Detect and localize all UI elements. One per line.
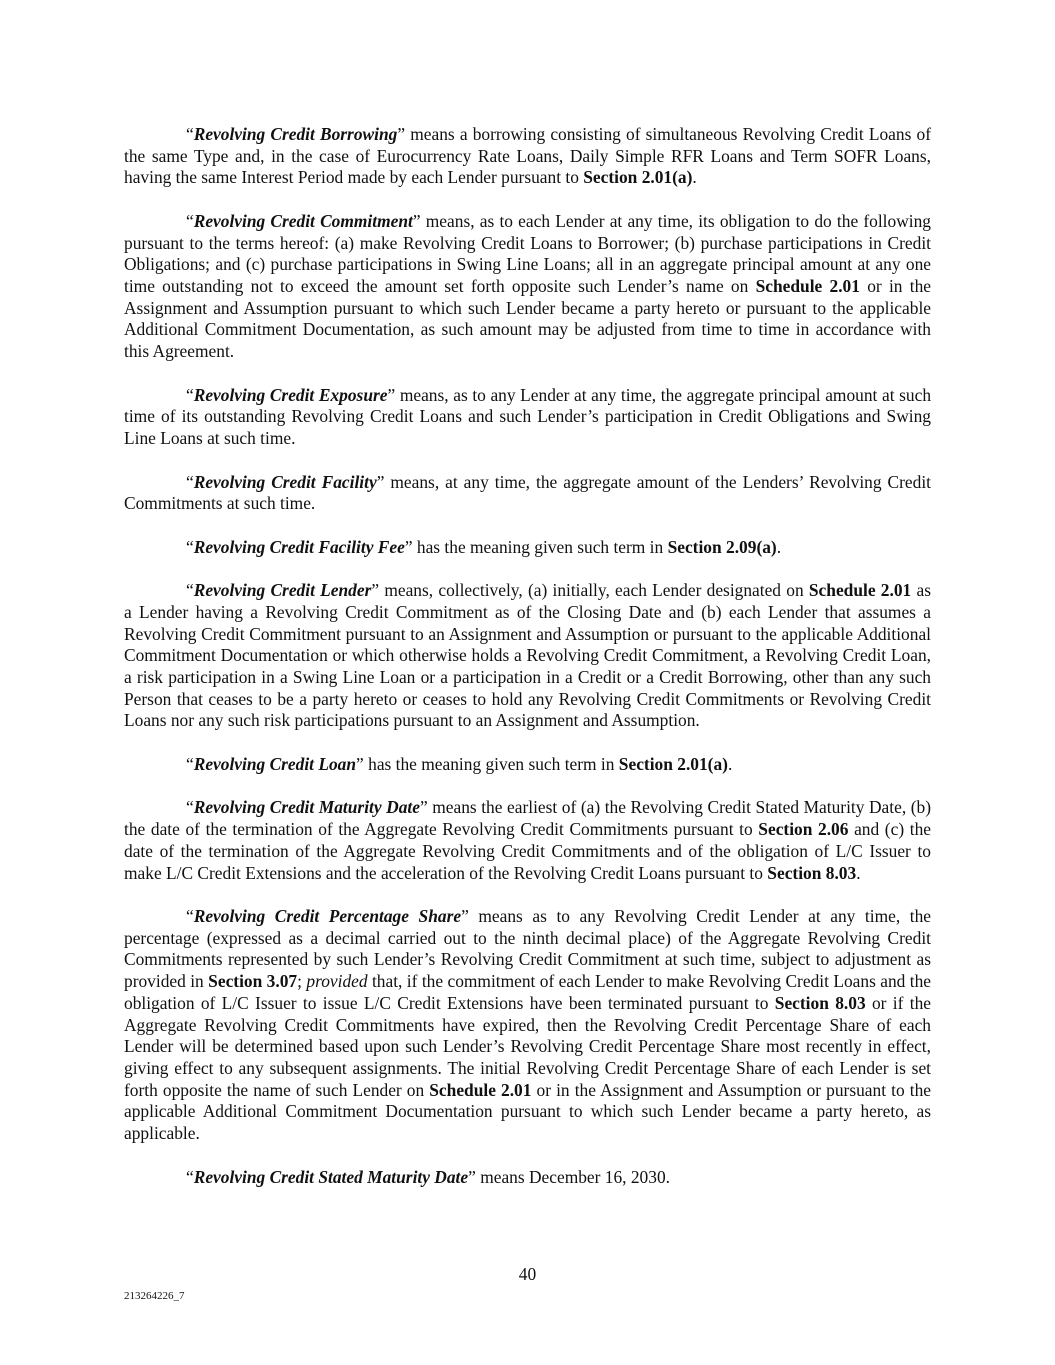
cross-reference: Schedule 2.01 — [429, 1079, 532, 1100]
cross-reference: Schedule 2.01 — [808, 580, 912, 601]
definition-paragraph: “Revolving Credit Facility Fee” has the meaning given such term in Section 2.09(a). — [186, 536, 782, 557]
cross-reference: Section 3.07 — [208, 971, 298, 992]
definition-paragraph: “Revolving Credit Borrowing” means a borrowing consisting of simultaneous Revolving Credit Loans of the same Type and, in the case of Eurocurrency Rate Loans, Daily Simple RFR Loans and Term SOFR Loans, having the same Interest Period made by each Lender pursuant to Section 2.01(a). — [124, 124, 932, 188]
definition-text: means, as to any Lender at any time, the aggregate principal amount at such time of its outstanding Revolving Credit Loans and such Lender’s participation in Credit Obligations and Swing Line Loans at such time. — [124, 384, 932, 449]
defined-term: Revolving Credit Percentage Share — [193, 906, 462, 927]
definitions-list — [124, 124, 931, 1188]
definition-paragraph: “Revolving Credit Lender” means, collectively, (a) initially, each Lender designated on Schedule 2.01 as a Lender having a Revolving Credit Commitment as of the Closing Date and (b) each Lender that assumes a Revolving Credit Commitment pursuant to an Assignment and Assumption or pursuant to the applicable Additional Commitment Documentation or which otherwise holds a Revolving Credit Commitment, a Revolving Credit Loan, a risk participation in a Swing Line Loan or a participation in a Credit or a Credit Borrowing, other than any such Person that ceases to be a party hereto or ceases to hold any Revolving Credit Commitments or Revolving Credit Loans nor any such risk participations pursuant to an Assignment and Assumption. — [124, 580, 931, 731]
definition-text: . — [727, 753, 733, 774]
definition-text: means the earliest of (a) the Revolving Credit Stated Maturity Date, (b) the date of the termination of the Aggregate Revolving Credit Commitments pursuant to — [124, 797, 931, 840]
definition-text: means, collectively, (a) initially, each Lender designated on — [379, 580, 809, 601]
definition-text: or in the Assignment and Assumption pursuant to which such Lender became a party hereto or pursuant to the applicable Additional Commitment Documentation, as such amount may be adjusted from time to time in accordance with this Agreement. — [124, 276, 931, 362]
definition-text: means December 16, 2030. — [475, 1166, 670, 1187]
defined-term: Revolving Credit Commitment — [193, 210, 413, 231]
document-id: 213264226_7 — [124, 1290, 185, 1302]
defined-term: Revolving Credit Stated Maturity Date — [193, 1166, 469, 1187]
definition-text: . — [856, 862, 861, 883]
definition-paragraph: “Revolving Credit Exposure” means, as to any Lender at any time, the aggregate principal amount at such time of its outstanding Revolving Credit Loans and such Lender’s participation in Credit Obligations and Swing Line Loans at such time. — [124, 384, 932, 449]
definition-paragraph: “Revolving Credit Maturity Date” means the earliest of (a) the Revolving Credit Stated Maturity Date, (b) the date of the termination of the Aggregate Revolving Credit Commitments pursuant to Section 2.06 and (c) the date of the termination of the Aggregate Revolving Credit Commitments and of the obligation of L/C Issuer to make L/C Credit Extensions and the acceleration of the Revolving Credit Loans pursuant to Section 8.03. — [124, 797, 931, 883]
page-number: 40 — [518, 1264, 537, 1284]
definition-text: as a Lender having a Revolving Credit Commitment as of the Closing Date and (b) each Lender that assumes a Revolving Credit Commitment pursuant to an Assignment and Assumption or pursuant to the applicable Additional Commitment Documentation or which otherwise holds a Revolving Credit Commitment, a Revolving Credit Loan, a risk participation in a Swing Line Loan or a participation in a Credit or a Credit Borrowing, other than any such Person that ceases to be a party hereto or ceases to hold any Revolving Credit Commitments or Revolving Credit Loans nor any such risk participations pursuant to an Assignment and Assumption. — [124, 580, 931, 731]
definition-paragraph: “Revolving Credit Commitment” means, as to each Lender at any time, its obligation to do the following pursuant to the terms hereof: (a) make Revolving Credit Loans to Borrower; (b) purchase participations in Credit Obligations; and (c) purchase participations in Swing Line Loans; all in an aggregate principal amount at any one time outstanding not to exceed the amount set forth opposite such Lender’s name on Schedule 2.01 or in the Assignment and Assumption pursuant to which such Lender became a party hereto or pursuant to the applicable Additional Commitment Documentation, as such amount may be adjusted from time to time in accordance with this Agreement. — [124, 210, 931, 362]
defined-term: Revolving Credit Lender — [193, 580, 372, 601]
cross-reference: Section 8.03 — [774, 992, 866, 1013]
definition-text: and (c) the date of the termination of the Aggregate Revolving Credit Commitments and of the obligation of L/C Issuer to make L/C Credit Extensions and the acceleration of the Revolving Credit Loans pursuant to — [124, 819, 931, 883]
emphasis-text: provided — [306, 971, 368, 992]
defined-term: Revolving Credit Borrowing — [193, 124, 398, 144]
cross-reference: Section 2.06 — [758, 819, 849, 840]
document-body — [124, 124, 931, 1210]
definition-text: ; — [297, 971, 307, 992]
cross-reference: Section 2.01(a) — [583, 167, 693, 188]
definition-paragraph: “Revolving Credit Stated Maturity Date” means December 16, 2030. — [186, 1166, 670, 1187]
defined-term: Revolving Credit Loan — [193, 753, 357, 774]
cross-reference: Section 2.09(a) — [667, 536, 777, 557]
definition-text: or if the Aggregate Revolving Credit Commitments have expired, then the Revolving Credit Percentage Share of each Lender will be determined based upon such Lender’s Revolving Credit Percentage Share most recently in effect, giving effect to any subsequent assignments. The initial Revolving Credit Percentage Share of each Lender is set forth opposite the name of such Lender on — [124, 992, 931, 1100]
definition-text: has the meaning given such term in — [363, 753, 619, 774]
definition-paragraph: “Revolving Credit Loan” has the meaning given such term in Section 2.01(a). — [186, 753, 733, 774]
cross-reference: Section 2.01(a) — [618, 753, 728, 774]
definition-text: . — [692, 167, 697, 188]
cross-reference: Schedule 2.01 — [755, 276, 860, 297]
definition-text: has the meaning given such term in — [412, 536, 668, 557]
definition-text: means, at any time, the aggregate amount of the Lenders’ Revolving Credit Commitments at such time. — [124, 471, 932, 514]
defined-term: Revolving Credit Facility Fee — [193, 536, 405, 557]
definition-text: or in the Assignment and Assumption or pursuant to the applicable Additional Commitment Documentation pursuant to which such Lender became a party hereto, as applicable. — [124, 1079, 931, 1144]
definition-text: means, as to each Lender at any time, its obligation to do the following pursuant to the terms hereof: (a) make Revolving Credit Loans to Borrower; (b) purchase participations in Credit Obligations; and (c) purchase participations in Swing Line Loans; all in an aggregate principal amount at any one time outstanding not to exceed the amount set forth opposite such Lender’s name on — [124, 210, 931, 297]
defined-term: Revolving Credit Facility — [193, 471, 377, 492]
defined-term: Revolving Credit Maturity Date — [193, 797, 420, 818]
definition-text: that, if the commitment of each Lender to make Revolving Credit Loans and the obligation of L/C Issuer to issue L/C Credit Extensions have been terminated pursuant to — [124, 971, 932, 1013]
definition-text: . — [776, 536, 782, 557]
definition-text: means a borrowing consisting of simultaneous Revolving Credit Loans of the same Type and, in the case of Eurocurrency Rate Loans, Daily Simple RFR Loans and Term SOFR Loans, having the same Interest Period made by each Lender pursuant to — [124, 124, 932, 188]
definition-paragraph: “Revolving Credit Percentage Share” means as to any Revolving Credit Lender at any time, the percentage (expressed as a decimal carried out to the ninth decimal place) of the Aggregate Revolving Credit Commitments represented by such Lender’s Revolving Credit Commitment at such time, subject to adjustment as provided in Section 3.07; provided that, if the commitment of each Lender to make Revolving Credit Loans and the obligation of L/C Issuer to issue L/C Credit Extensions have been terminated pursuant to Section 8.03 or if the Aggregate Revolving Credit Commitments have expired, then the Revolving Credit Percentage Share of each Lender will be determined based upon such Lender’s Revolving Credit Percentage Share most recently in effect, giving effect to any subsequent assignments. The initial Revolving Credit Percentage Share of each Lender is set forth opposite the name of such Lender on Schedule 2.01 or in the Assignment and Assumption or pursuant to the applicable Additional Commitment Documentation pursuant to which such Lender became a party hereto, as applicable. — [124, 906, 932, 1144]
cross-reference: Section 8.03 — [767, 862, 857, 883]
defined-term: Revolving Credit Exposure — [193, 384, 388, 405]
definition-paragraph: “Revolving Credit Facility” means, at any time, the aggregate amount of the Lenders’ Revolving Credit Commitments at such time. — [124, 471, 932, 514]
definition-text: means as to any Revolving Credit Lender at any time, the percentage (expressed as a decimal carried out to the ninth decimal place) of the Aggregate Revolving Credit Commitments represented by such Lender’s Revolving Credit Commitment at such time, subject to adjustment as provided in — [124, 906, 931, 992]
